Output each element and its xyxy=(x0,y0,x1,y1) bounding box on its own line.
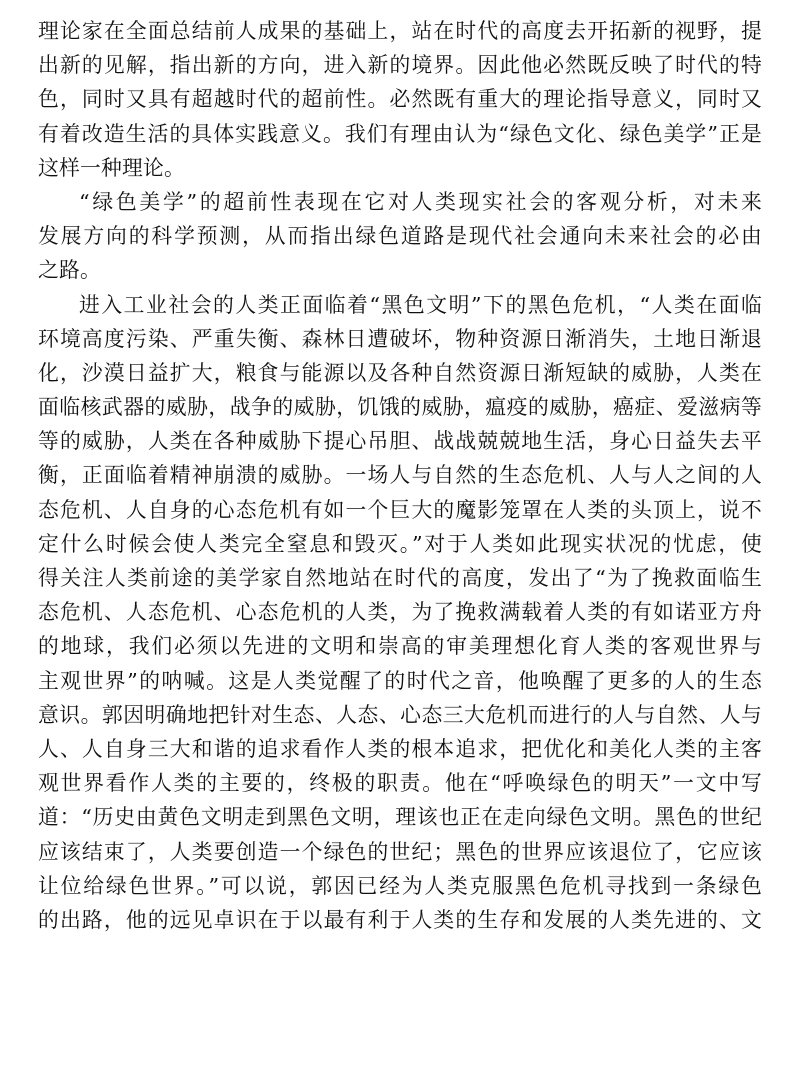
text-line: 化，沙漠日益扩大，粮食与能源以及各种自然资源日渐短缺的威胁，人类在 xyxy=(38,360,762,385)
text-line: 态危机、人自身的心态危机有如一个巨大的魔影笼罩在人类的头顶上，说不 xyxy=(38,497,762,522)
text-line: 意识。郭因明确地把针对生态、人态、心态三大危机而进行的人与自然、人与 xyxy=(38,702,762,727)
text-line: 理论家在全面总结前人成果的基础上，站在时代的高度去开拓新的视野，提 xyxy=(38,19,762,43)
text-line: 等的威胁，人类在各种威胁下提心吊胆、战战兢兢地生活，身心日益失去平 xyxy=(38,429,762,454)
text-line: 出新的见解，指出新的方向，进入新的境界。因此他必然既反映了时代的特 xyxy=(38,53,762,78)
text-line: 主观世界”的呐喊。这是人类觉醒了的时代之音，他唤醒了更多的人的生态 xyxy=(38,668,762,693)
text-line: 进入工业社会的人类正面临着“黑色文明”下的黑色危机，“人类在面临 xyxy=(79,292,762,317)
text-line: 的地球，我们必须以先进的文明和崇高的审美理想化育人类的客观世界与 xyxy=(38,634,762,659)
text-line: 这样一种理论。 xyxy=(38,155,185,180)
text-line: 得关注人类前途的美学家自然地站在时代的高度，发出了“为了挽救面临生 xyxy=(38,566,762,590)
text-line: 人、人自身三大和谐的追求看作人类的根本追求，把优化和美化人类的主客 xyxy=(38,736,762,761)
document-page xyxy=(38,14,762,1058)
text-line: 道：“历史由黄色文明走到黑色文明，理该也正在走向绿色文明。黑色的世纪 xyxy=(38,805,762,830)
text-line: 色，同时又具有超越时代的超前性。必然既有重大的理论指导意义，同时又 xyxy=(38,87,762,112)
text-line: 态危机、人态危机、心态危机的人类，为了挽救满载着人类的有如诺亚方舟 xyxy=(38,600,762,625)
text-line: 的出路，他的远见卓识在于以最有利于人类的生存和发展的人类先进的、文 xyxy=(38,907,762,932)
text-line: 面临核武器的威胁，战争的威胁，饥饿的威胁，瘟疫的威胁，癌症、爱滋病等 xyxy=(38,395,762,420)
text-line: 之路。 xyxy=(38,258,101,283)
text-line: “绿色美学”的超前性表现在它对人类现实社会的客观分析，对未来 xyxy=(79,189,762,214)
text-line: 让位给绿色世界。”可以说，郭因已经为人类克服黑色危机寻找到一条绿色 xyxy=(38,873,762,898)
text-line: 观世界看作人类的主要的，终极的职责。他在“呼唤绿色的明天”一文中写 xyxy=(38,771,762,796)
text-line: 衡，正面临着精神崩溃的威胁。一场人与自然的生态危机、人与人之间的人 xyxy=(38,463,762,488)
text-line: 发展方向的科学预测，从而指出绿色道路是现代社会通向未来社会的必由 xyxy=(38,224,762,249)
text-line: 环境高度污染、严重失衡、森林日遭破坏，物种资源日渐消失，土地日渐退 xyxy=(38,326,762,351)
document-body xyxy=(38,14,762,937)
text-line: 定什么时候会使人类完全窒息和毁灭。”对于人类如此现实状况的忧虑，使 xyxy=(38,531,762,556)
text-line: 应该结束了，人类要创造一个绿色的世纪；黑色的世界应该退位了，它应该 xyxy=(38,839,762,864)
text-line: 有着改造生活的具体实践意义。我们有理由认为“绿色文化、绿色美学”正是 xyxy=(38,121,762,146)
